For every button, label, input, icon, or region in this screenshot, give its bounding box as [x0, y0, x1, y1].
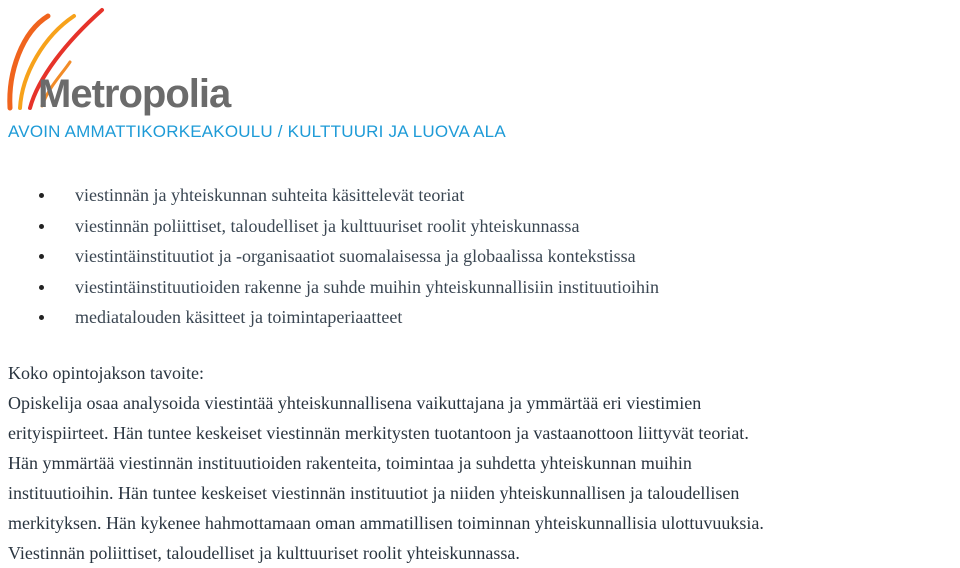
logo-wordmark: Metropolia: [38, 72, 231, 116]
list-item: viestinnän poliittiset, taloudelliset ja kulttuuriset roolit yhteiskunnassa: [0, 211, 659, 242]
objective-section: [8, 358, 958, 568]
list-item: viestinnän ja yhteiskunnan suhteita käsittelevät teoriat: [0, 180, 659, 211]
metropolia-logo: [4, 2, 234, 120]
list-item: viestintäinstituutiot ja -organisaatiot suomalaisessa ja globaalissa kontekstissa: [0, 241, 659, 272]
bullet-icon: [39, 224, 44, 229]
topic-list: [0, 180, 659, 333]
objective-line: erityispiirteet. Hän tuntee keskeiset viestinnän merkitysten tuotantoon ja vastaanottoon liittyvät teoriat.: [8, 423, 749, 443]
bullet-icon: [39, 193, 44, 198]
objective-line: Hän ymmärtää viestinnän instituutioiden rakenteita, toimintaa ja suhdetta yhteiskunnan muihin: [8, 453, 692, 473]
bullet-icon: [39, 254, 44, 259]
list-item: mediatalouden käsitteet ja toimintaperiaatteet: [0, 302, 659, 333]
list-item: viestintäinstituutioiden rakenne ja suhde muihin yhteiskunnallisiin instituutioihin: [0, 272, 659, 303]
bullet-icon: [39, 315, 44, 320]
objective-line: instituutioihin. Hän tuntee keskeiset viestinnän instituutiot ja niiden yhteiskunnallisen ja taloudellisen: [8, 483, 740, 503]
objective-line: Viestinnän poliittiset, taloudelliset ja kulttuuriset roolit yhteiskunnassa.: [8, 543, 520, 563]
objective-line: Opiskelija osaa analysoida viestintää yhteiskunnallisena vaikuttajana ja ymmärtää eri viestimien: [8, 393, 702, 413]
bullet-icon: [39, 285, 44, 290]
department-heading: AVOIN AMMATTIKORKEAKOULU / KULTTUURI JA LUOVA ALA: [8, 122, 506, 141]
objective-heading: Koko opintojakson tavoite:: [8, 363, 204, 383]
objective-line: merkityksen. Hän kykenee hahmottamaan oman ammatillisen toiminnan yhteiskunnallisia ulottuvuuksia.: [8, 513, 764, 533]
